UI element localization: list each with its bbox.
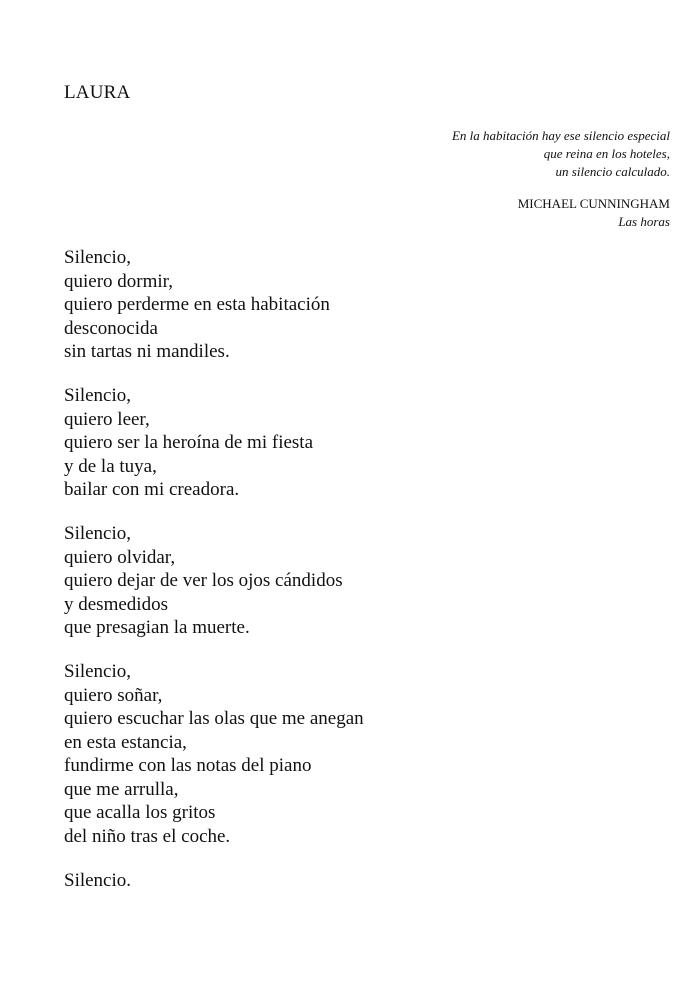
stanza-5 [64,869,664,893]
verse: Silencio, [64,247,132,268]
verse: quiero soñar, [64,684,163,706]
poem-body [64,246,664,912]
poem-title: LAURA [64,82,131,103]
verse: quiero dormir, [64,270,173,292]
verse: quiero dejar de ver los ojos cándidos [64,570,343,592]
epigraph-line: un silencio calculado. [555,164,670,179]
verse: Silencio. [64,869,132,891]
verse: y desmedidos [64,593,168,615]
verse: Silencio, [64,660,132,682]
verse: quiero leer, [64,408,150,430]
verse: que acalla los gritos [64,802,216,824]
stanza-1 [64,246,664,364]
epigraph-author: MICHAEL CUNNINGHAM [517,196,670,211]
verse: quiero escuchar las olas que me anegan [64,708,364,730]
verse: y de la tuya, [64,455,157,477]
epigraph-line: En la habitación hay ese silencio especial [451,128,670,143]
verse: fundirme con las notas del piano [64,755,312,777]
verse: Silencio, [64,384,132,406]
verse: desconocida [64,317,158,339]
stanza-2 [64,384,664,502]
verse: sin tartas ni mandiles. [64,341,230,363]
stanza-3 [64,522,664,640]
verse: en esta estancia, [64,731,187,753]
verse: que me arrulla, [64,778,179,800]
epigraph-line: que reina en los hoteles, [543,146,670,161]
epigraph [370,127,670,231]
epigraph-work: Las horas [618,214,670,229]
verse: Silencio, [64,522,132,544]
verse: que presagian la muerte. [64,617,250,639]
verse: quiero ser la heroína de mi fiesta [64,432,314,454]
stanza-4 [64,660,664,849]
verse: quiero olvidar, [64,546,176,568]
verse: quiero perderme en esta habitación [64,294,330,316]
verse: bailar con mi creadora. [64,479,240,501]
verse: del niño tras el coche. [64,826,231,848]
